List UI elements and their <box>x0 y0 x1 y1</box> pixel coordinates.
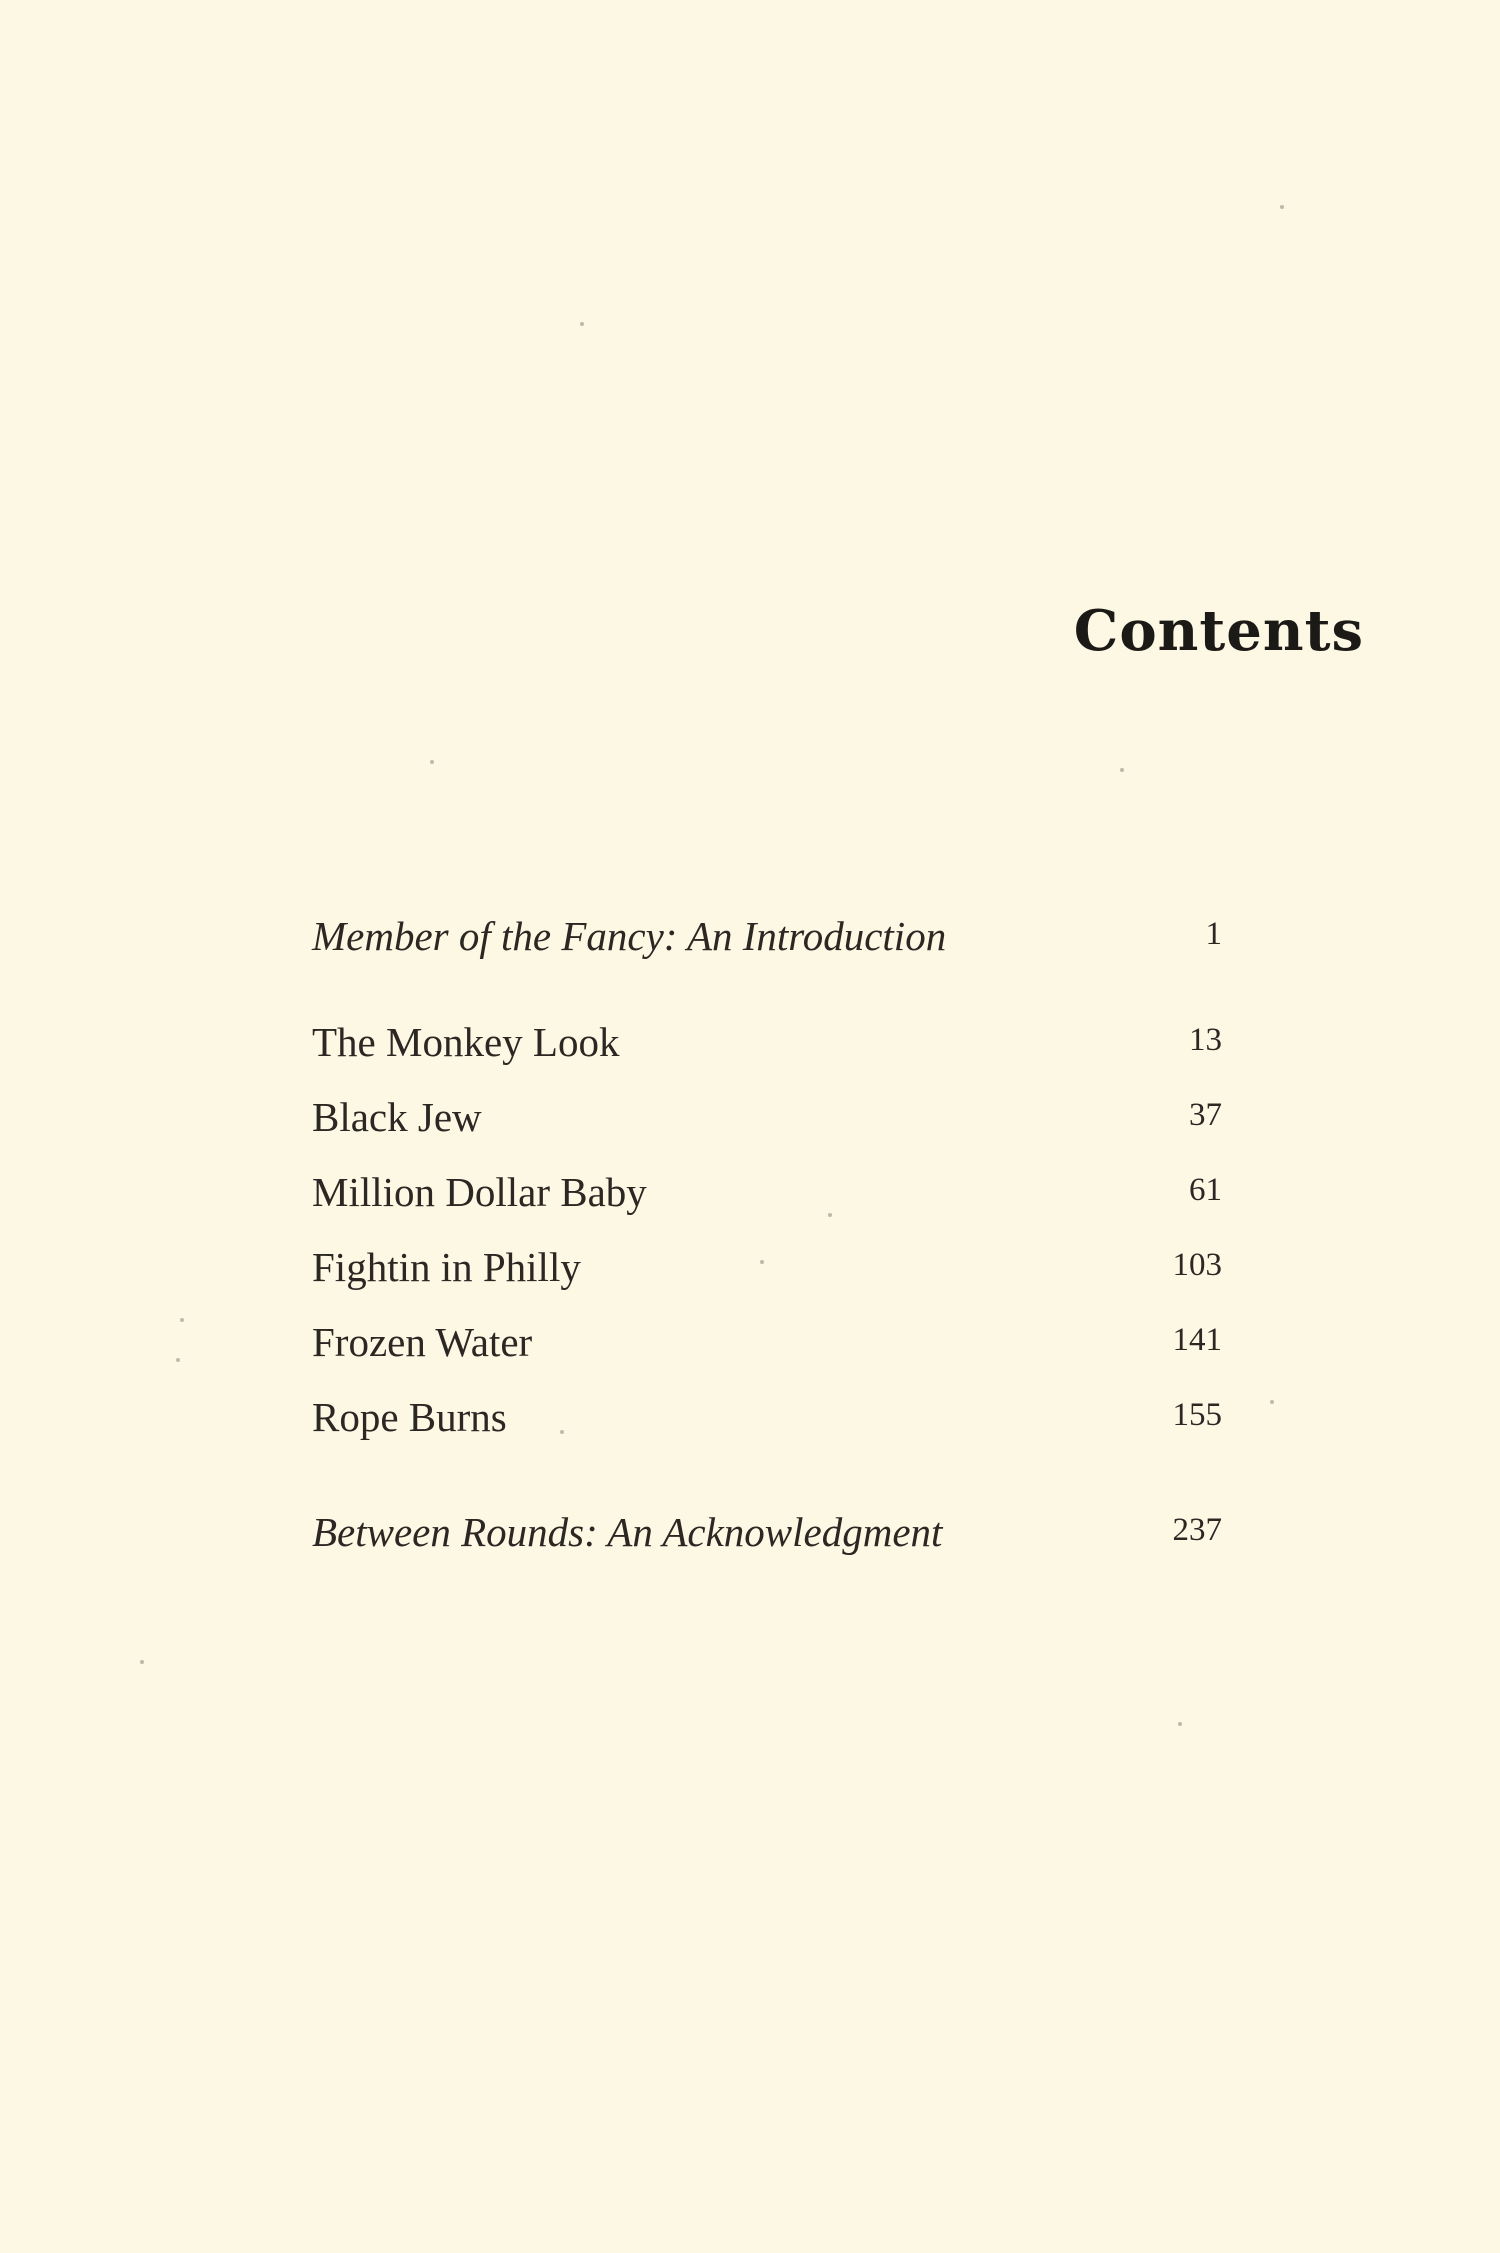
toc-entry-title: Rope Burns <box>312 1394 507 1440</box>
toc-entry-page-number: 61 <box>1189 1172 1222 1208</box>
paper-speck <box>1280 205 1284 209</box>
toc-entry-page-number: 155 <box>1172 1397 1222 1433</box>
toc-entry-title: Member of the Fancy: An Introduction <box>312 913 947 959</box>
toc-entry-frozen-water[interactable] <box>312 1318 1222 1378</box>
toc-entry-title: The Monkey Look <box>312 1019 620 1065</box>
toc-entry-title: Between Rounds: An Acknowledgment <box>312 1509 943 1555</box>
toc-entry-title: Million Dollar Baby <box>312 1169 647 1215</box>
toc-entry-fightin-in-philly[interactable] <box>312 1243 1222 1303</box>
paper-speck <box>1270 1400 1274 1404</box>
toc-entry-page-number: 37 <box>1189 1097 1222 1133</box>
paper-speck <box>176 1358 180 1362</box>
toc-entry-rope-burns[interactable] <box>312 1393 1222 1453</box>
paper-speck <box>180 1318 184 1322</box>
paper-speck <box>140 1660 144 1664</box>
toc-entry-acknowledgment[interactable] <box>312 1508 1222 1568</box>
toc-entry-page-number: 13 <box>1189 1022 1222 1058</box>
toc-entry-page-number: 1 <box>1205 916 1222 952</box>
contents-heading: Contents <box>1073 598 1364 664</box>
toc-entry-page-number: 141 <box>1172 1322 1222 1358</box>
toc-entry-title: Frozen Water <box>312 1319 533 1365</box>
toc-entry-black-jew[interactable] <box>312 1093 1222 1153</box>
toc-entry-introduction[interactable] <box>312 912 1222 972</box>
toc-entry-page-number: 237 <box>1172 1512 1222 1548</box>
toc-entry-the-monkey-look[interactable] <box>312 1018 1222 1078</box>
toc-entry-title: Black Jew <box>312 1094 482 1140</box>
toc-entry-page-number: 103 <box>1172 1247 1222 1283</box>
table-of-contents <box>312 0 1222 2253</box>
toc-entry-million-dollar-baby[interactable] <box>312 1168 1222 1228</box>
toc-entry-title: Fightin in Philly <box>312 1244 581 1290</box>
